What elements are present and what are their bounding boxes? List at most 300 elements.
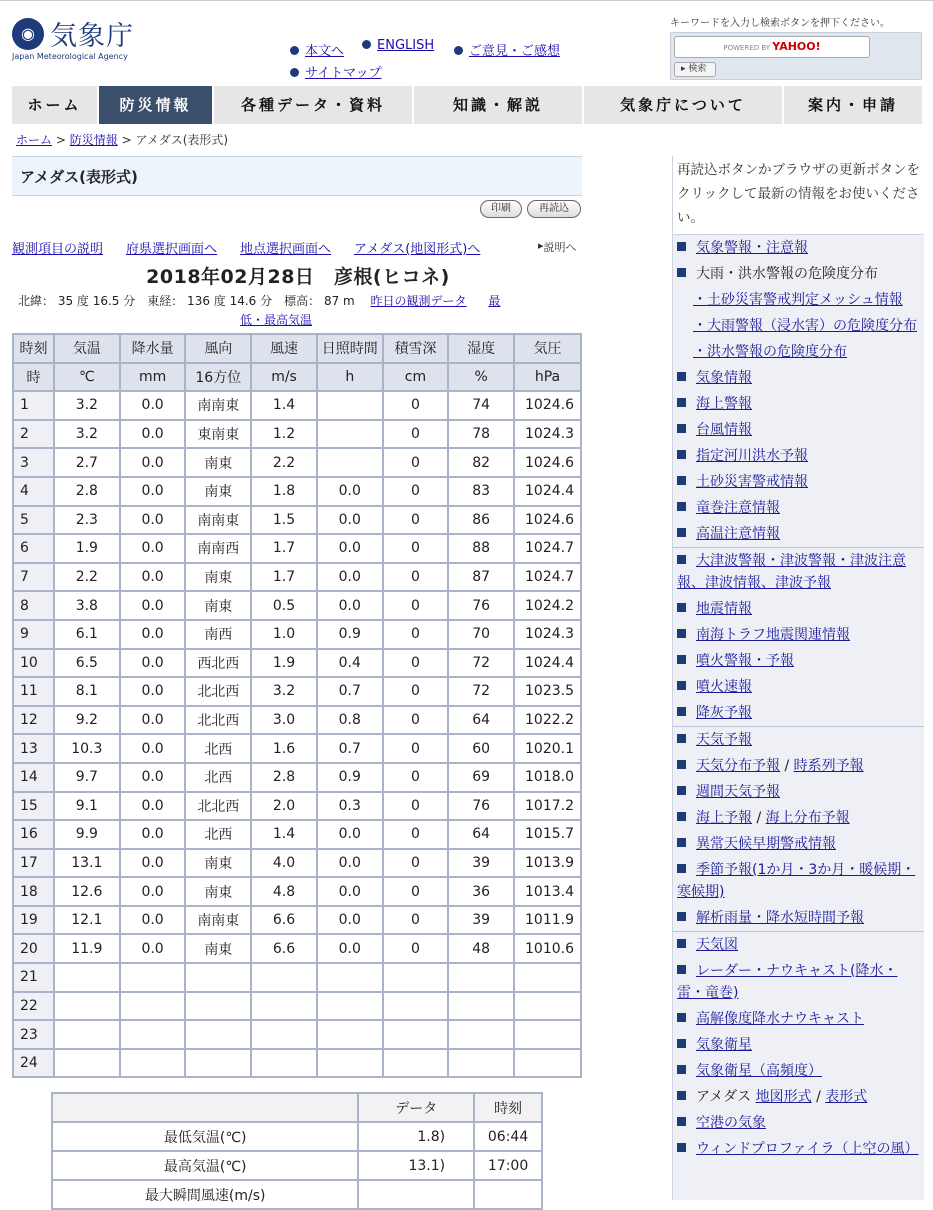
col-unit: hPa <box>514 363 581 392</box>
data-cell: 0.4 <box>317 649 383 678</box>
summary-row <box>52 1180 542 1209</box>
hour-cell: 21 <box>13 963 54 992</box>
global-nav <box>12 86 922 124</box>
data-cell: 83 <box>448 477 514 506</box>
square-bullet-icon <box>677 372 686 381</box>
square-bullet-icon <box>677 681 686 690</box>
data-cell: 0.0 <box>120 906 186 935</box>
data-cell: 1011.9 <box>514 906 581 935</box>
sidebar-item-label[interactable]: 竜巻注意情報 <box>696 500 780 516</box>
data-cell: 0.7 <box>317 734 383 763</box>
square-bullet-icon <box>677 1039 686 1048</box>
data-cell: 1.9 <box>54 534 120 563</box>
summary-cell: 最高気温(℃) <box>52 1151 358 1180</box>
data-cell <box>54 1049 120 1078</box>
sidebar-item[interactable] <box>673 674 924 700</box>
breadcrumb-home[interactable]: ホーム <box>16 133 53 147</box>
data-cell: 1.5 <box>251 506 317 535</box>
data-cell: 0.0 <box>120 849 186 878</box>
square-bullet-icon <box>677 476 686 485</box>
data-cell: 0.0 <box>120 820 186 849</box>
data-cell <box>383 1020 449 1049</box>
data-cell: 0.0 <box>120 506 186 535</box>
nav-about[interactable]: 気象庁について <box>584 86 784 124</box>
sidebar-item-label[interactable]: 降灰予報 <box>696 705 752 721</box>
nav-data[interactable]: 各種データ・資料 <box>214 86 414 124</box>
sidebar-item-label[interactable]: 天気図 <box>696 937 738 953</box>
data-cell: 2.3 <box>54 506 120 535</box>
data-cell: 60 <box>448 734 514 763</box>
sidebar-item[interactable] <box>673 700 924 726</box>
data-cell <box>383 1049 449 1078</box>
data-cell <box>383 992 449 1021</box>
sidebar-item[interactable] <box>673 339 924 365</box>
data-cell: 0.0 <box>120 677 186 706</box>
square-bullet-icon <box>677 555 686 564</box>
sidebar <box>672 156 924 1200</box>
data-cell: 9.2 <box>54 706 120 735</box>
square-bullet-icon <box>677 268 686 277</box>
data-cell: 南南西 <box>185 534 251 563</box>
hour-cell: 14 <box>13 763 54 792</box>
table-row <box>13 391 581 420</box>
table-row <box>13 677 581 706</box>
link-yesterday[interactable]: 昨日の観測データ <box>370 294 467 308</box>
sidebar-item[interactable] <box>673 1058 924 1084</box>
data-cell: 86 <box>448 506 514 535</box>
col-unit: mm <box>120 363 186 392</box>
link-main-content[interactable]: 本文へ <box>290 40 344 59</box>
breadcrumb-current: アメダス(表形式) <box>135 133 229 147</box>
data-cell: 0 <box>383 448 449 477</box>
col-header: 風速 <box>251 334 317 363</box>
summary-cell: 13.1) <box>358 1151 474 1180</box>
data-cell: 1024.4 <box>514 477 581 506</box>
col-header: 気温 <box>54 334 120 363</box>
sidebar-item[interactable] <box>673 521 924 547</box>
data-cell: 0.0 <box>120 934 186 963</box>
square-bullet-icon <box>677 734 686 743</box>
data-cell <box>448 992 514 1021</box>
data-cell <box>54 992 120 1021</box>
square-bullet-icon <box>677 603 686 612</box>
hour-cell: 7 <box>13 563 54 592</box>
data-cell <box>514 992 581 1021</box>
table-row <box>13 706 581 735</box>
data-cell: 0 <box>383 734 449 763</box>
data-cell: 78 <box>448 420 514 449</box>
sidebar-item[interactable] <box>673 313 924 339</box>
sidebar-item-label: 大雨・洪水警報の危険度分布 <box>696 266 878 282</box>
sidebar-item-label[interactable]: 指定河川洪水予報 <box>696 448 808 464</box>
data-cell: 0 <box>383 706 449 735</box>
data-cell <box>383 963 449 992</box>
sidebar-item-label[interactable]: ・土砂災害警戒判定メッシュ情報 <box>693 292 903 308</box>
data-cell: 0.0 <box>120 706 186 735</box>
station-coords: 北緯： 35 度 16.5 分 東経： 136 度 14.6 分 標高： 87 m 昨日の観測データ 最 低・最高気温 <box>18 294 501 327</box>
data-cell <box>317 1049 383 1078</box>
data-cell: 北北西 <box>185 677 251 706</box>
sidebar-item[interactable] <box>673 365 924 391</box>
sidebar-item-label[interactable]: 噴火警報・予報 <box>696 653 794 669</box>
data-cell: 69 <box>448 763 514 792</box>
data-cell: 0 <box>383 506 449 535</box>
sidebar-item-label[interactable]: 気象衛星（高頻度） <box>696 1063 822 1079</box>
bullet-icon <box>290 46 299 55</box>
data-cell: 1010.6 <box>514 934 581 963</box>
sidebar-item-label[interactable]: 表形式 <box>825 1089 868 1105</box>
search-input[interactable]: POWERED BY YAHOO! <box>674 36 870 58</box>
col-header: 日照時間 <box>317 334 383 363</box>
sidebar-item[interactable] <box>673 443 924 469</box>
data-cell: 南東 <box>185 448 251 477</box>
data-cell: 2.8 <box>251 763 317 792</box>
data-cell: 1017.2 <box>514 792 581 821</box>
sidebar-item-label[interactable]: 天気予報 <box>696 732 752 748</box>
sidebar-item[interactable] <box>673 753 924 779</box>
link-maxmin-b[interactable]: 低・最高気温 <box>240 313 313 327</box>
data-cell: 0 <box>383 906 449 935</box>
sidebar-item[interactable] <box>673 1006 924 1032</box>
sidebar-item[interactable] <box>673 596 924 622</box>
data-cell: 11.9 <box>54 934 120 963</box>
hour-cell: 10 <box>13 649 54 678</box>
top-border <box>0 0 933 4</box>
data-cell <box>448 963 514 992</box>
data-cell <box>251 1020 317 1049</box>
data-cell: 1.4 <box>251 391 317 420</box>
data-cell: 北北西 <box>185 792 251 821</box>
hour-cell: 18 <box>13 877 54 906</box>
sidebar-item-label[interactable]: 海上予報 <box>696 810 752 826</box>
data-cell: 北北西 <box>185 706 251 735</box>
sidebar-item-label[interactable]: 空港の気象 <box>696 1115 766 1131</box>
sidebar-item[interactable] <box>673 1136 924 1162</box>
sidebar-item-label[interactable]: ウィンドプロファイラ（上空の風） <box>696 1141 919 1157</box>
square-bullet-icon <box>677 707 686 716</box>
data-cell: 南東 <box>185 591 251 620</box>
search-button[interactable]: ▸ 検索 <box>674 62 716 77</box>
data-cell: 1024.3 <box>514 620 581 649</box>
data-cell: 1.0 <box>251 620 317 649</box>
sidebar-item-label[interactable]: 解析雨量・降水短時間予報 <box>696 910 864 926</box>
data-cell: 1.9 <box>251 649 317 678</box>
sidebar-item-label[interactable]: 季節予報(1か月・3か月・暖候期・寒候期) <box>677 862 916 900</box>
data-cell: 76 <box>448 591 514 620</box>
data-cell: 6.6 <box>251 906 317 935</box>
data-cell: 0 <box>383 649 449 678</box>
summary-cell <box>474 1180 542 1209</box>
data-cell <box>185 992 251 1021</box>
jma-emblem-icon: ◉ <box>12 18 44 50</box>
table-row <box>13 934 581 963</box>
sidebar-item-label[interactable]: 海上警報 <box>696 396 752 412</box>
data-cell: 0.0 <box>120 534 186 563</box>
table-row <box>13 448 581 477</box>
data-cell: 2.7 <box>54 448 120 477</box>
data-cell: 1024.7 <box>514 563 581 592</box>
sidebar-item[interactable] <box>673 261 924 287</box>
sidebar-item-label[interactable]: 高温注意情報 <box>696 526 780 542</box>
link-maxmin-a[interactable]: 最 <box>488 294 501 308</box>
bullet-icon <box>454 46 463 55</box>
data-cell <box>251 963 317 992</box>
sidebar-item[interactable] <box>673 958 924 1006</box>
data-cell: 南東 <box>185 849 251 878</box>
sidebar-item[interactable] <box>673 779 924 805</box>
summary-cell: 最大瞬間風速(m/s) <box>52 1180 358 1209</box>
sidebar-item-label[interactable]: 台風情報 <box>696 422 752 438</box>
sidebar-list <box>673 235 924 1162</box>
breadcrumb-disaster[interactable]: 防災情報 <box>69 133 118 147</box>
data-cell <box>120 1049 186 1078</box>
data-cell: 4.0 <box>251 849 317 878</box>
hour-cell: 4 <box>13 477 54 506</box>
sidebar-item-label[interactable]: 噴火速報 <box>696 679 752 695</box>
data-cell <box>448 1020 514 1049</box>
link-feedback[interactable]: ご意見・ご感想 <box>454 40 560 59</box>
col-unit: 16方位 <box>185 363 251 392</box>
link-explanation[interactable]: ▸ 説明へ <box>538 239 577 254</box>
table-row <box>13 477 581 506</box>
data-cell <box>185 1020 251 1049</box>
sidebar-item-label[interactable]: ・洪水警報の危険度分布 <box>693 344 847 360</box>
data-cell: 4.8 <box>251 877 317 906</box>
nav-guide[interactable]: 案内・申請 <box>784 86 922 124</box>
jma-logo[interactable] <box>12 14 142 62</box>
hour-cell: 15 <box>13 792 54 821</box>
sidebar-item[interactable] <box>673 831 924 857</box>
sidebar-item[interactable] <box>673 622 924 648</box>
sidebar-item-label[interactable]: 天気分布予報 <box>696 758 780 774</box>
col-unit: cm <box>383 363 449 392</box>
data-cell: 0 <box>383 620 449 649</box>
data-cell: 0 <box>383 534 449 563</box>
col-unit: m/s <box>251 363 317 392</box>
hour-cell: 11 <box>13 677 54 706</box>
sidebar-item-label[interactable]: 地図形式 <box>755 1089 812 1105</box>
hour-cell: 1 <box>13 391 54 420</box>
sidebar-item[interactable] <box>673 235 924 261</box>
summary-header: データ <box>358 1093 474 1122</box>
sidebar-item-label[interactable]: レーダー・ナウキャスト(降水・雷・竜巻) <box>677 963 898 1001</box>
hour-cell: 9 <box>13 620 54 649</box>
sidebar-item[interactable] <box>673 726 924 753</box>
col-header: 降水量 <box>120 334 186 363</box>
square-bullet-icon <box>677 939 686 948</box>
data-cell: 76 <box>448 792 514 821</box>
data-cell: 0.0 <box>120 763 186 792</box>
observation-heading: 2018年02月28日 彦根(ヒコネ) <box>146 266 450 288</box>
data-cell: 0.0 <box>317 506 383 535</box>
data-cell: 1023.5 <box>514 677 581 706</box>
summary-cell: 最低気温(℃) <box>52 1122 358 1151</box>
square-bullet-icon <box>677 812 686 821</box>
data-cell: 0.0 <box>120 477 186 506</box>
summary-row <box>52 1151 542 1180</box>
sidebar-item-label[interactable]: 海上分布予報 <box>765 810 850 826</box>
data-cell: 0.9 <box>317 763 383 792</box>
data-cell: 南東 <box>185 477 251 506</box>
link-item-explanation[interactable]: 観測項目の説明 <box>12 242 104 257</box>
sidebar-item[interactable] <box>673 905 924 931</box>
data-cell: 6.1 <box>54 620 120 649</box>
sidebar-item[interactable] <box>673 857 924 905</box>
data-cell: 0.9 <box>317 620 383 649</box>
data-cell: 13.1 <box>54 849 120 878</box>
data-cell: 2.0 <box>251 792 317 821</box>
sidebar-item[interactable] <box>673 1110 924 1136</box>
data-cell: 1.4 <box>251 820 317 849</box>
data-cell <box>317 448 383 477</box>
data-cell: 64 <box>448 820 514 849</box>
col-header: 風向 <box>185 334 251 363</box>
data-cell <box>317 1020 383 1049</box>
sidebar-item-label[interactable]: 地震情報 <box>696 601 752 617</box>
sidebar-item[interactable] <box>673 469 924 495</box>
data-cell: 0.0 <box>317 877 383 906</box>
logo-text: 気象庁 <box>50 21 134 52</box>
sidebar-item[interactable] <box>673 931 924 958</box>
data-cell: 0.0 <box>120 734 186 763</box>
table-row <box>13 649 581 678</box>
hour-cell: 13 <box>13 734 54 763</box>
data-cell: 北西 <box>185 763 251 792</box>
data-cell: 1020.1 <box>514 734 581 763</box>
sidebar-item-label[interactable]: 時系列予報 <box>793 758 864 774</box>
page-title: アメダス(表形式) <box>12 156 582 196</box>
data-cell: 西北西 <box>185 649 251 678</box>
sidebar-item-label[interactable]: 週間天気予報 <box>696 784 780 800</box>
col-header: 湿度 <box>448 334 514 363</box>
hour-cell: 12 <box>13 706 54 735</box>
sidebar-item[interactable] <box>673 648 924 674</box>
data-cell: 39 <box>448 906 514 935</box>
sidebar-item[interactable] <box>673 547 924 596</box>
data-cell: 南南東 <box>185 391 251 420</box>
data-cell: 0 <box>383 677 449 706</box>
sidebar-item[interactable] <box>673 1084 924 1110</box>
data-cell <box>514 963 581 992</box>
sidebar-item[interactable] <box>673 417 924 443</box>
data-cell: 1024.2 <box>514 591 581 620</box>
sidebar-item[interactable] <box>673 805 924 831</box>
nav-home[interactable]: ホーム <box>12 86 99 124</box>
sidebar-item-label[interactable]: 気象情報 <box>696 370 752 386</box>
sidebar-item-label[interactable]: 気象警報・注意報 <box>696 240 808 256</box>
data-cell: 1018.0 <box>514 763 581 792</box>
summary-header <box>52 1093 358 1122</box>
print-button[interactable]: 印刷 <box>480 200 522 218</box>
square-bullet-icon <box>677 1117 686 1126</box>
col-header: 時刻 <box>13 334 54 363</box>
table-row <box>13 591 581 620</box>
data-cell <box>120 992 186 1021</box>
sidebar-item-label[interactable]: 気象衛星 <box>696 1037 752 1053</box>
data-cell <box>185 1049 251 1078</box>
data-cell: 0.0 <box>317 563 383 592</box>
table-unit-row <box>13 363 581 392</box>
data-cell: 0.0 <box>120 563 186 592</box>
link-map-format[interactable]: アメダス(地図形式)へ <box>354 242 481 257</box>
breadcrumb: ホーム > 防災情報 > アメダス(表形式) <box>16 133 229 147</box>
data-cell: 1013.4 <box>514 877 581 906</box>
data-cell: 1.6 <box>251 734 317 763</box>
sidebar-item[interactable] <box>673 391 924 417</box>
data-cell <box>54 1020 120 1049</box>
square-bullet-icon <box>677 1143 686 1152</box>
data-cell: 0 <box>383 591 449 620</box>
summary-cell: 06:44 <box>474 1122 542 1151</box>
data-cell <box>514 1020 581 1049</box>
data-cell: 9.7 <box>54 763 120 792</box>
sidebar-item-label[interactable]: 大津波警報・津波警報・津波注意報、津波情報、津波予報 <box>677 553 906 591</box>
summary-cell: 17:00 <box>474 1151 542 1180</box>
hour-cell: 23 <box>13 1020 54 1049</box>
hour-cell: 6 <box>13 534 54 563</box>
sidebar-item-label[interactable]: ・大雨警報（浸水害）の危険度分布 <box>693 318 917 334</box>
data-cell: 87 <box>448 563 514 592</box>
data-cell: 1024.6 <box>514 506 581 535</box>
data-cell: 1024.7 <box>514 534 581 563</box>
data-cell: 0 <box>383 849 449 878</box>
sidebar-item-label[interactable]: 南海トラフ地震関連情報 <box>696 627 850 643</box>
data-cell: 6.6 <box>251 934 317 963</box>
col-header: 気圧 <box>514 334 581 363</box>
reload-button[interactable]: 再読込 <box>527 200 581 218</box>
sidebar-item[interactable] <box>673 495 924 521</box>
link-prefecture-select[interactable]: 府県選択画面へ <box>126 242 218 257</box>
data-cell: 0.0 <box>120 448 186 477</box>
nav-disaster-info[interactable]: 防災情報 <box>99 86 214 124</box>
table-row <box>13 963 581 992</box>
data-cell: 70 <box>448 620 514 649</box>
sidebar-item[interactable] <box>673 1032 924 1058</box>
data-cell: 8.1 <box>54 677 120 706</box>
data-cell: 北西 <box>185 734 251 763</box>
data-cell: 0.8 <box>317 706 383 735</box>
nav-knowledge[interactable]: 知識・解説 <box>414 86 584 124</box>
data-cell: 東南東 <box>185 420 251 449</box>
data-cell: 1.8 <box>251 477 317 506</box>
table-row <box>13 506 581 535</box>
col-header: 積雪深 <box>383 334 449 363</box>
data-cell: 72 <box>448 677 514 706</box>
logo-subtitle: Japan Meteorological Agency <box>12 52 128 61</box>
link-english[interactable]: ENGLISH <box>362 38 434 53</box>
table-row <box>13 849 581 878</box>
square-bullet-icon <box>677 242 686 251</box>
sidebar-item-label[interactable]: 土砂災害警戒情報 <box>696 474 808 490</box>
data-cell: 9.1 <box>54 792 120 821</box>
sidebar-item[interactable] <box>673 287 924 313</box>
data-cell: 0.0 <box>120 420 186 449</box>
link-sitemap[interactable]: サイトマップ <box>290 62 382 81</box>
table-row <box>13 877 581 906</box>
sidebar-item-label[interactable]: 高解像度降水ナウキャスト <box>696 1011 864 1027</box>
hour-cell: 24 <box>13 1049 54 1078</box>
link-station-select[interactable]: 地点選択画面へ <box>240 242 332 257</box>
data-cell: 0.0 <box>120 649 186 678</box>
sidebar-item-label[interactable]: 異常天候早期警戒情報 <box>696 836 836 852</box>
data-cell: 0 <box>383 934 449 963</box>
data-cell: 1024.6 <box>514 391 581 420</box>
data-cell: 0 <box>383 877 449 906</box>
data-cell: 0.0 <box>317 849 383 878</box>
data-cell: 2.8 <box>54 477 120 506</box>
hour-cell: 19 <box>13 906 54 935</box>
table-row <box>13 563 581 592</box>
